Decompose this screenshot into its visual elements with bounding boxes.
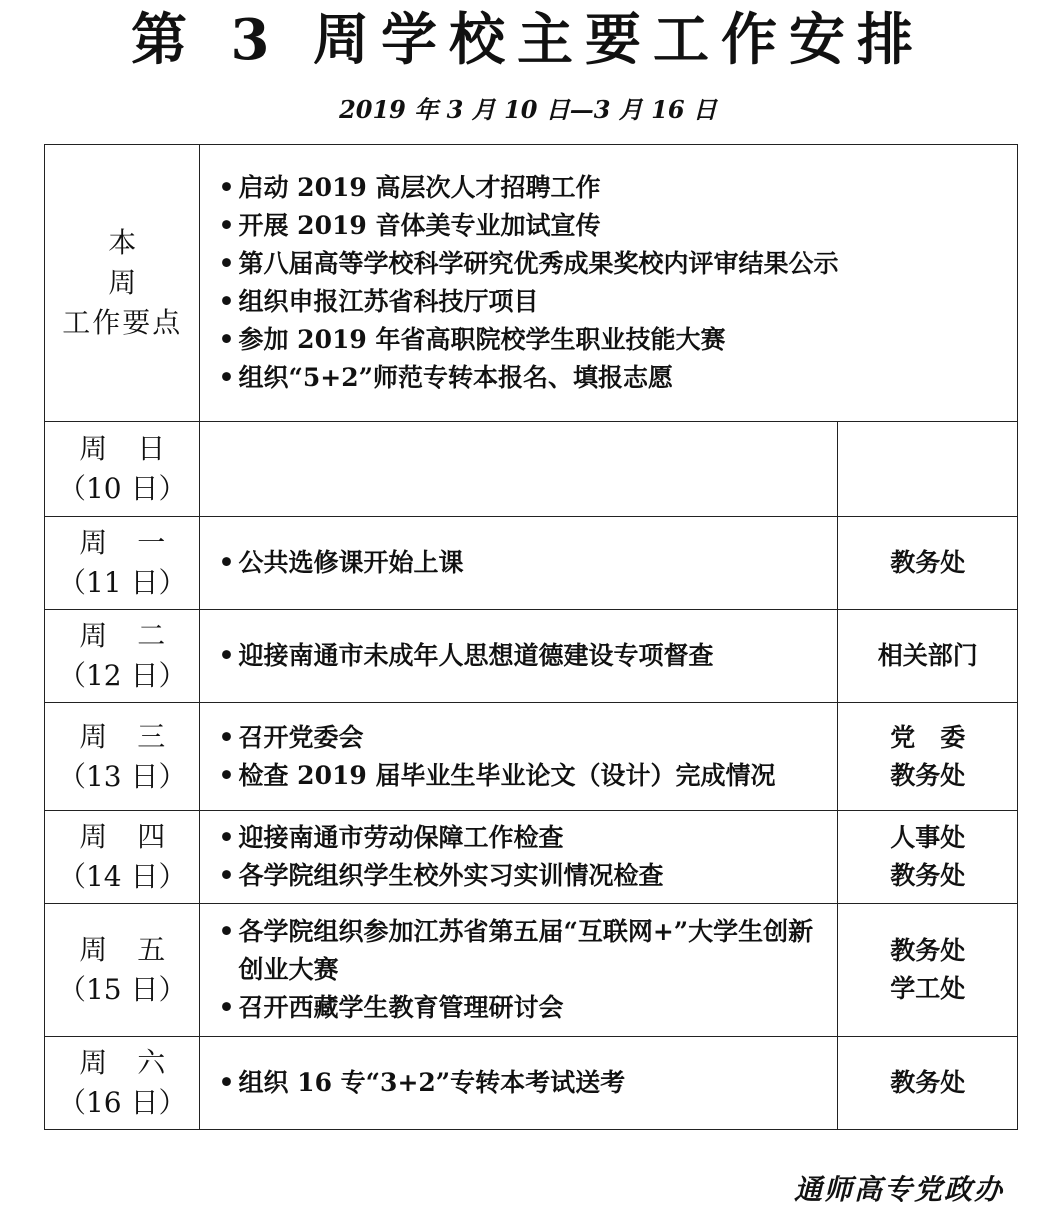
task-item: • 各学院组织参加江苏省第五届“互联网+”大学生创新创业大赛 <box>216 913 831 989</box>
dept-name: 教务处 <box>890 936 966 965</box>
key-point-item: • 启动 2019 高层次人才招聘工作 <box>216 169 1011 207</box>
day-name: 周二 <box>79 619 196 652</box>
day-date: （14 日） <box>57 860 187 893</box>
day-items-cell <box>200 517 838 610</box>
day-dept-cell <box>838 703 1018 811</box>
key-point-item: • 组织申报江苏省科技厅项目 <box>216 283 1011 321</box>
dept-name: 相关部门 <box>877 641 978 670</box>
day-items-cell <box>200 904 838 1037</box>
day-dept-cell <box>838 811 1018 904</box>
date-range: 2019 年 3 月 10 日—3 月 16 日 <box>339 95 717 124</box>
day-date: （15 日） <box>57 973 187 1006</box>
dept-name: 教务处 <box>890 760 966 790</box>
day-items-cell <box>200 422 838 517</box>
task-item: • 各学院组织学生校外实习实训情况检查 <box>216 857 831 895</box>
key-points-row <box>45 145 1018 422</box>
day-row-thursday <box>45 811 1018 904</box>
day-items-cell <box>200 1037 838 1130</box>
day-dept-cell <box>838 517 1018 610</box>
task-item: • 检查 2019 届毕业生毕业论文（设计）完成情况 <box>216 757 831 795</box>
key-point-item: • 参加 2019 年省高职院校学生职业技能大赛 <box>216 321 1011 359</box>
task-item: • 公共选修课开始上课 <box>216 544 831 582</box>
dept-name: 教务处 <box>890 548 966 577</box>
day-name: 周四 <box>79 820 196 853</box>
key-point-item: • 第八届高等学校科学研究优秀成果奖校内评审结果公示 <box>216 245 1011 283</box>
day-row-monday <box>45 517 1018 610</box>
key-points-label-line2: 工作要点 <box>62 306 183 339</box>
day-name: 周一 <box>79 526 196 559</box>
issuer-signature: 通师高专党政办 <box>793 1173 1004 1206</box>
day-date: （13 日） <box>57 759 187 793</box>
key-points-list-cell <box>200 145 1018 422</box>
key-points-label-cell <box>45 145 200 422</box>
day-items-cell <box>200 811 838 904</box>
day-row-tuesday <box>45 610 1018 703</box>
key-point-item: • 开展 2019 音体美专业加试宣传 <box>216 207 1011 245</box>
dept-name: 教务处 <box>890 1068 966 1097</box>
day-label-cell <box>45 422 200 517</box>
day-name: 周六 <box>79 1046 196 1079</box>
day-date: （10 日） <box>57 472 187 505</box>
day-date: （16 日） <box>57 1086 187 1119</box>
task-item: • 迎接南通市未成年人思想道德建设专项督查 <box>216 637 831 675</box>
task-item: • 组织 16 专“3+2”专转本考试送考 <box>216 1064 831 1102</box>
task-item: • 迎接南通市劳动保障工作检查 <box>216 819 831 857</box>
page-title: 第 3 周学校主要工作安排 <box>131 7 925 73</box>
dept-name: 人事处 <box>890 823 966 852</box>
dept-name: 教务处 <box>890 861 966 890</box>
day-items-cell <box>200 703 838 811</box>
day-dept-cell <box>838 1037 1018 1130</box>
day-items-cell <box>200 610 838 703</box>
day-dept-cell <box>838 422 1018 517</box>
schedule-table <box>44 144 1018 1130</box>
day-label-cell <box>45 517 200 610</box>
day-label-cell <box>45 1037 200 1130</box>
day-label-cell <box>45 904 200 1037</box>
key-points-label-line1: 本周 <box>108 226 193 299</box>
day-label-cell <box>45 703 200 811</box>
day-row-wednesday <box>45 703 1018 811</box>
dept-name: 学工处 <box>890 974 966 1003</box>
day-row-saturday <box>45 1037 1018 1130</box>
task-item: • 召开西藏学生教育管理研讨会 <box>216 989 831 1027</box>
dept-name: 党 委 <box>890 722 966 752</box>
day-label-cell <box>45 811 200 904</box>
task-item: • 召开党委会 <box>216 719 831 757</box>
day-label-cell <box>45 610 200 703</box>
day-name: 周五 <box>79 933 196 966</box>
key-point-item: • 组织“5+2”师范专转本报名、填报志愿 <box>216 359 1011 397</box>
day-date: （12 日） <box>57 659 187 692</box>
day-name: 周日 <box>79 432 196 465</box>
key-points-list <box>200 169 1017 397</box>
day-date: （11 日） <box>57 566 187 599</box>
day-dept-cell <box>838 904 1018 1037</box>
day-row-friday <box>45 904 1018 1037</box>
day-dept-cell <box>838 610 1018 703</box>
day-name: 周三 <box>79 719 196 753</box>
day-row-sunday <box>45 422 1018 517</box>
